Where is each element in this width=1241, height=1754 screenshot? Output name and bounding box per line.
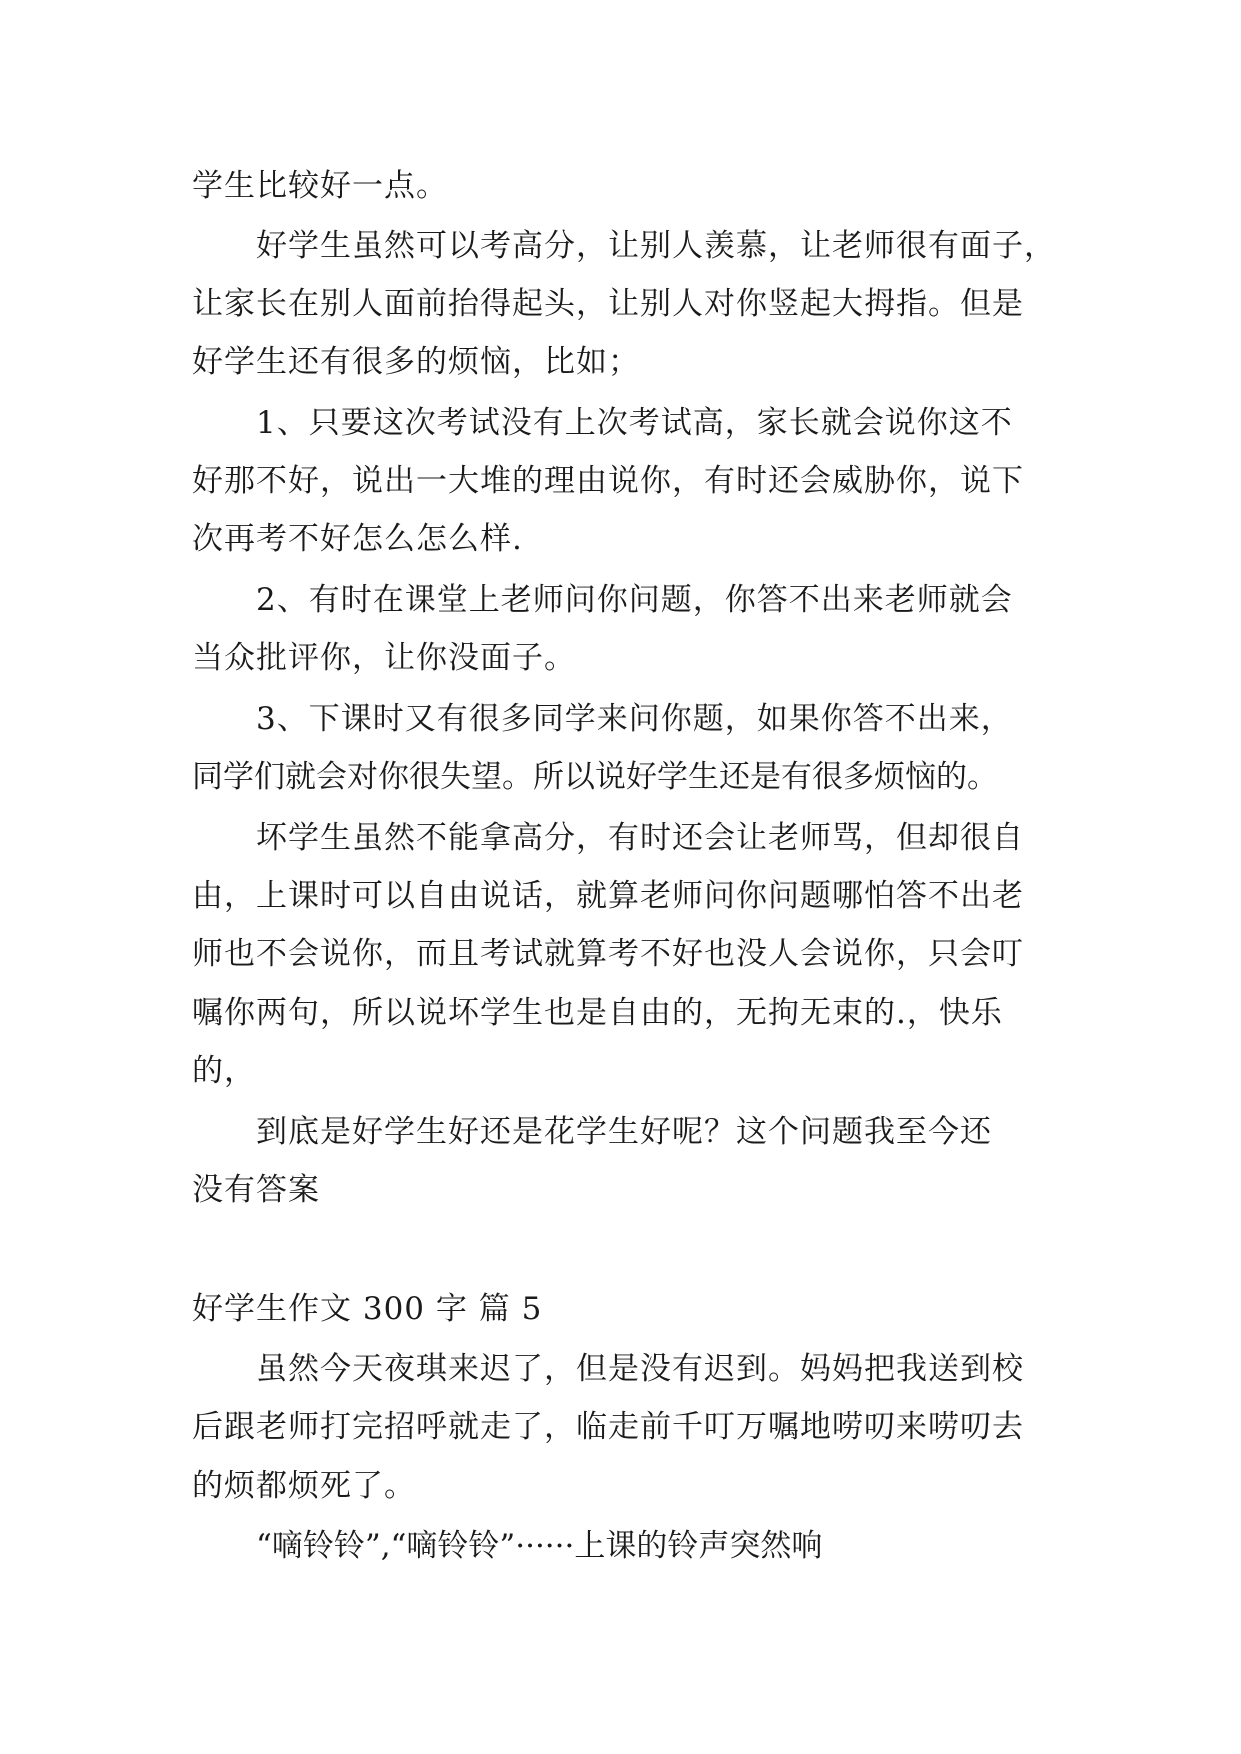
text-line: 没有答案 bbox=[192, 1172, 320, 1208]
text-line: 师也不会说你，而且考试就算考不好也没人会说你，只会叮 bbox=[192, 936, 1024, 972]
paragraph-start-line: 好学生虽然可以考高分，让别人羡慕，让老师很有面子， bbox=[256, 228, 1056, 264]
text-line: 次再考不好怎么怎么样. bbox=[192, 521, 523, 557]
text-line: 让家长在别人面前抬得起头，让别人对你竖起大拇指。但是 bbox=[192, 286, 1024, 322]
list-item-3-line: 3、下课时又有很多同学来问你题，如果你答不出来， bbox=[256, 701, 1013, 737]
paragraph-start-line: 到底是好学生好还是花学生好呢？这个问题我至今还 bbox=[256, 1114, 992, 1150]
text-line: 当众批评你，让你没面子。 bbox=[192, 640, 576, 676]
text-line: 好学生还有很多的烦恼，比如； bbox=[192, 344, 640, 380]
text-line: 好那不好，说出一大堆的理由说你，有时还会威胁你，说下 bbox=[192, 463, 1024, 499]
text-line: 由，上课时可以自由说话，就算老师问你问题哪怕答不出老 bbox=[192, 878, 1024, 914]
text-line: 学生比较好一点。 bbox=[192, 168, 448, 204]
text-line: 的烦都烦死了。 bbox=[192, 1468, 416, 1504]
list-item-1-line: 1、只要这次考试没有上次考试高，家长就会说你这不 bbox=[256, 405, 1013, 441]
paragraph-start-line: 坏学生虽然不能拿高分，有时还会让老师骂，但却很自 bbox=[256, 820, 1024, 856]
text-line: 同学们就会对你很失望。所以说好学生还是有很多烦恼的。 bbox=[192, 759, 998, 795]
paragraph-start-line: 虽然今天夜琪来迟了，但是没有迟到。妈妈把我送到校 bbox=[256, 1351, 1024, 1387]
paragraph-start-line: “嘀铃铃”,“嘀铃铃”······上课的铃声突然响 bbox=[256, 1528, 823, 1564]
text-line: 后跟老师打完招呼就走了，临走前千叮万嘱地唠叨来唠叨去 bbox=[192, 1409, 1024, 1445]
text-line: 嘱你两句，所以说坏学生也是自由的，无拘无束的.，快乐 bbox=[192, 995, 1003, 1031]
list-item-2-line: 2、有时在课堂上老师问你问题，你答不出来老师就会 bbox=[256, 582, 1013, 618]
text-line: 的， bbox=[192, 1053, 256, 1089]
section-heading: 好学生作文 300 字 篇 5 bbox=[192, 1291, 543, 1327]
